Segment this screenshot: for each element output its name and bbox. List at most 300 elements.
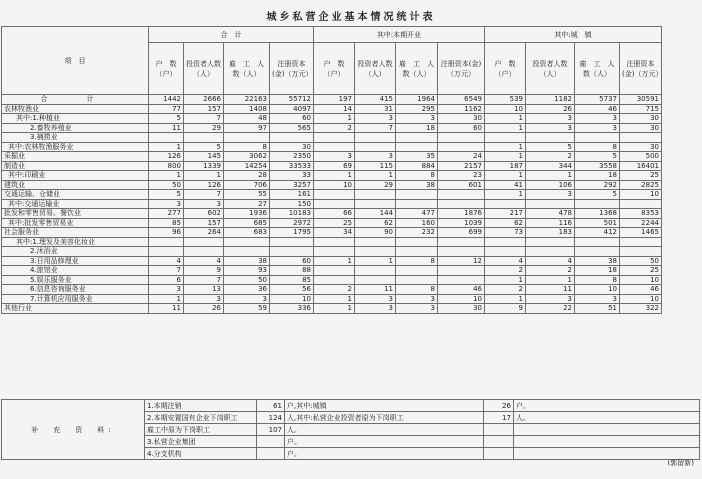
cell-value: 3 [526, 114, 575, 124]
cell-value: 126 [184, 180, 224, 190]
cell-value [149, 237, 184, 247]
cell-value: 4 [526, 256, 575, 266]
cell-value [314, 142, 355, 152]
cell-value: 33 [270, 171, 314, 181]
cell-value: 48 [224, 114, 270, 124]
cell-value [575, 199, 620, 209]
cell-value [438, 275, 485, 285]
row-label: 2.畜牧养殖业 [2, 123, 149, 133]
cell-value: 38 [396, 180, 438, 190]
cell-value: 23 [438, 171, 485, 181]
cell-value: 10 [575, 285, 620, 295]
table-row [2, 304, 662, 314]
header-col: 投资者人数（人） [526, 43, 575, 95]
cell-value: 30 [270, 142, 314, 152]
cell-value: 1 [485, 152, 526, 162]
cell-value [184, 247, 224, 257]
table-row [2, 285, 662, 295]
cell-value: 8 [396, 256, 438, 266]
cell-value: 6 [149, 275, 184, 285]
cell-value: 3 [224, 294, 270, 304]
cell-value: 96 [149, 228, 184, 238]
cell-value: 2666 [184, 95, 224, 105]
table-row [2, 247, 662, 257]
cell-value: 60 [270, 256, 314, 266]
cell-value [396, 266, 438, 276]
cell-value: 412 [575, 228, 620, 238]
cell-value: 55 [224, 190, 270, 200]
cell-value: 25 [314, 218, 355, 228]
row-label: 其中:印刷业 [2, 171, 149, 181]
cell-value: 3 [526, 123, 575, 133]
row-label: 5.娱乐服务业 [2, 275, 149, 285]
cell-value: 55712 [270, 95, 314, 105]
cell-value: 3 [575, 123, 620, 133]
supplement-row [2, 400, 700, 412]
cell-value [438, 199, 485, 209]
cell-value [575, 247, 620, 257]
cell-value [355, 275, 396, 285]
cell-value: 1 [485, 190, 526, 200]
header-col: 雇 工 人 数（人） [575, 43, 620, 95]
cell-value: 5737 [575, 95, 620, 105]
cell-value: 1 [355, 171, 396, 181]
row-label: 社会服务业 [2, 228, 149, 238]
cell-value: 197 [314, 95, 355, 105]
header-col: 注册资本(金)（万元） [438, 43, 485, 95]
cell-value [314, 275, 355, 285]
cell-value: 500 [620, 152, 662, 162]
header-col: 户 数（户） [314, 43, 355, 95]
supplement-text: 雇工中原为下岗职工 [145, 424, 257, 436]
cell-value: 26 [526, 104, 575, 114]
supplement-value2: 26 [484, 400, 514, 412]
table-row [2, 275, 662, 285]
cell-value: 800 [149, 161, 184, 171]
supplement-unit2 [514, 424, 700, 436]
cell-value [355, 266, 396, 276]
cell-value: 1 [314, 171, 355, 181]
cell-value: 27 [224, 199, 270, 209]
cell-value: 3 [355, 114, 396, 124]
cell-value [184, 237, 224, 247]
cell-value [355, 247, 396, 257]
cell-value: 2825 [620, 180, 662, 190]
header-group-new: 其中:本期开业 [314, 27, 485, 43]
supplement-text: 1.本期注销 [145, 400, 257, 412]
cell-value: 187 [485, 161, 526, 171]
cell-value: 11 [149, 304, 184, 314]
cell-value: 34 [314, 228, 355, 238]
table-row [2, 104, 662, 114]
supplement-text: 2.本期安置国有企业下岗职工 [145, 412, 257, 424]
supplement-table [1, 399, 700, 460]
cell-value: 18 [396, 123, 438, 133]
cell-value: 1 [314, 294, 355, 304]
cell-value: 706 [224, 180, 270, 190]
row-label: 其中:批发零售贸易业 [2, 218, 149, 228]
cell-value: 2 [485, 266, 526, 276]
cell-value [438, 247, 485, 257]
cell-value [314, 266, 355, 276]
cell-value: 25 [620, 171, 662, 181]
cell-value [620, 133, 662, 143]
cell-value: 28 [224, 171, 270, 181]
cell-value: 93 [224, 266, 270, 276]
header-col: 投资者人数（人） [184, 43, 224, 95]
header-col: 注册资本(金)（万元） [270, 43, 314, 95]
cell-value: 4 [485, 256, 526, 266]
cell-value [355, 142, 396, 152]
row-label: 建筑业 [2, 180, 149, 190]
cell-value [396, 275, 438, 285]
cell-value: 6549 [438, 95, 485, 105]
header-col: 雇 工 人 数（人） [396, 43, 438, 95]
cell-value: 59 [224, 304, 270, 314]
supplement-value2 [484, 436, 514, 448]
cell-value [396, 199, 438, 209]
cell-value: 36 [224, 285, 270, 295]
cell-value: 264 [184, 228, 224, 238]
cell-value: 2 [485, 285, 526, 295]
cell-value [224, 133, 270, 143]
cell-value: 1339 [184, 161, 224, 171]
cell-value: 1442 [149, 95, 184, 105]
cell-value: 30 [620, 114, 662, 124]
supplement-text: 4.分支机构 [145, 448, 257, 460]
cell-value [396, 142, 438, 152]
cell-value: 9 [184, 266, 224, 276]
header-col: 户 数（户） [485, 43, 526, 95]
cell-value: 2 [526, 152, 575, 162]
row-label: 其中:交通运输业 [2, 199, 149, 209]
cell-value: 2972 [270, 218, 314, 228]
cell-value: 10 [620, 275, 662, 285]
row-label: 3.日用品修理业 [2, 256, 149, 266]
cell-value: 30 [438, 304, 485, 314]
cell-value [314, 133, 355, 143]
cell-value: 1368 [575, 209, 620, 219]
row-label: 4.旅馆业 [2, 266, 149, 276]
cell-value [485, 247, 526, 257]
cell-value [270, 133, 314, 143]
cell-value: 62 [355, 218, 396, 228]
cell-value: 10 [438, 294, 485, 304]
supplement-value2 [484, 448, 514, 460]
cell-value: 3 [526, 190, 575, 200]
table-row [2, 199, 662, 209]
cell-value [526, 133, 575, 143]
table-row [2, 123, 662, 133]
cell-value [314, 237, 355, 247]
cell-value: 715 [620, 104, 662, 114]
cell-value: 685 [224, 218, 270, 228]
cell-value: 3 [575, 114, 620, 124]
cell-value: 322 [620, 304, 662, 314]
cell-value: 1 [485, 142, 526, 152]
supplement-unit2: 户。 [514, 400, 700, 412]
cell-value: 295 [396, 104, 438, 114]
cell-value: 292 [575, 180, 620, 190]
cell-value: 602 [184, 209, 224, 219]
page-title: 城乡私营企业基本情况统计表 [266, 12, 436, 23]
cell-value: 1162 [438, 104, 485, 114]
cell-value: 18 [575, 171, 620, 181]
cell-value: 4 [149, 256, 184, 266]
cell-value: 41 [485, 180, 526, 190]
cell-value [575, 133, 620, 143]
cell-value: 8 [396, 171, 438, 181]
cell-value: 50 [224, 275, 270, 285]
supplement-unit: 户,其中:城镇 [285, 400, 484, 412]
cell-value: 30591 [620, 95, 662, 105]
cell-value: 46 [575, 104, 620, 114]
cell-value [355, 190, 396, 200]
supplement-unit: 户。 [285, 436, 484, 448]
cell-value: 1 [184, 171, 224, 181]
cell-value: 7 [184, 114, 224, 124]
cell-value: 2 [314, 285, 355, 295]
table-row [2, 95, 662, 105]
author-credit: (郭留新) [667, 459, 694, 467]
cell-value: 46 [438, 285, 485, 295]
cell-value: 10 [620, 190, 662, 200]
supplement-value: 61 [257, 400, 285, 412]
cell-value: 1876 [438, 209, 485, 219]
cell-value: 5 [575, 190, 620, 200]
cell-value: 85 [149, 218, 184, 228]
row-label: 其中:1.种植业 [2, 114, 149, 124]
cell-value: 3 [575, 294, 620, 304]
table-row [2, 218, 662, 228]
cell-value: 4 [184, 256, 224, 266]
cell-value [438, 190, 485, 200]
cell-value: 150 [270, 199, 314, 209]
cell-value: 3062 [224, 152, 270, 162]
cell-value: 477 [396, 209, 438, 219]
cell-value: 115 [355, 161, 396, 171]
cell-value: 3 [149, 285, 184, 295]
supplement-value: 124 [257, 412, 285, 424]
cell-value: 8 [575, 142, 620, 152]
cell-value: 3 [396, 114, 438, 124]
cell-value [224, 247, 270, 257]
cell-value: 1964 [396, 95, 438, 105]
cell-value: 88 [270, 266, 314, 276]
cell-value [575, 237, 620, 247]
cell-value: 7 [149, 266, 184, 276]
cell-value: 217 [485, 209, 526, 219]
cell-value: 26 [184, 304, 224, 314]
row-label: 其中:1.理发及美容化妆业 [2, 237, 149, 247]
cell-value [184, 133, 224, 143]
cell-value: 10 [485, 104, 526, 114]
cell-value: 66 [314, 209, 355, 219]
cell-value: 699 [438, 228, 485, 238]
cell-value [438, 142, 485, 152]
cell-value: 10183 [270, 209, 314, 219]
cell-value: 2157 [438, 161, 485, 171]
cell-value [438, 133, 485, 143]
row-label: 农林牧渔业 [2, 104, 149, 114]
cell-value: 97 [224, 123, 270, 133]
cell-value [526, 247, 575, 257]
row-label: 2.沐浴业 [2, 247, 149, 257]
row-label: 交通运输、仓储业 [2, 190, 149, 200]
cell-value: 3 [149, 199, 184, 209]
cell-value [270, 237, 314, 247]
cell-value [620, 247, 662, 257]
cell-value: 157 [184, 218, 224, 228]
cell-value: 183 [526, 228, 575, 238]
supplement-value: 107 [257, 424, 285, 436]
cell-value: 3 [184, 199, 224, 209]
cell-value: 3 [396, 294, 438, 304]
cell-value: 14 [314, 104, 355, 114]
cell-value: 3558 [575, 161, 620, 171]
supplement-unit: 人,其中:私营企业投资者原为下岗职工 [285, 412, 484, 424]
cell-value: 5 [575, 152, 620, 162]
cell-value: 1 [485, 114, 526, 124]
header-item: 项 目 [2, 27, 149, 95]
cell-value: 51 [575, 304, 620, 314]
cell-value: 77 [149, 104, 184, 114]
cell-value: 1 [485, 123, 526, 133]
table-row [2, 228, 662, 238]
cell-value: 3 [355, 304, 396, 314]
cell-value: 3 [396, 304, 438, 314]
cell-value [396, 133, 438, 143]
cell-value: 4097 [270, 104, 314, 114]
cell-value: 11 [355, 285, 396, 295]
cell-value: 5 [526, 142, 575, 152]
cell-value: 7 [355, 123, 396, 133]
cell-value: 1 [355, 256, 396, 266]
cell-value: 50 [149, 180, 184, 190]
cell-value: 31 [355, 104, 396, 114]
header-col: 雇 工 人 数（人） [224, 43, 270, 95]
supplement-unit2: 人。 [514, 412, 700, 424]
table-row [2, 142, 662, 152]
cell-value: 1 [314, 256, 355, 266]
row-label: 批发和零售贸易、餐饮业 [2, 209, 149, 219]
cell-value: 5 [149, 114, 184, 124]
cell-value: 1795 [270, 228, 314, 238]
cell-value: 90 [355, 228, 396, 238]
cell-value: 1 [314, 304, 355, 314]
cell-value [396, 237, 438, 247]
cell-value [396, 190, 438, 200]
cell-value: 116 [526, 218, 575, 228]
cell-value: 2350 [270, 152, 314, 162]
cell-value: 1039 [438, 218, 485, 228]
cell-value: 1 [485, 171, 526, 181]
row-label: 采掘业 [2, 152, 149, 162]
cell-value: 683 [224, 228, 270, 238]
cell-value: 106 [526, 180, 575, 190]
cell-value: 3 [355, 294, 396, 304]
supplement-label: 补 充 资 料: [2, 400, 145, 460]
row-label: 其他行业 [2, 304, 149, 314]
supplement-value [257, 448, 285, 460]
row-label: 合 计 [2, 95, 149, 105]
cell-value [620, 237, 662, 247]
cell-value: 415 [355, 95, 396, 105]
supplement-value [257, 436, 285, 448]
cell-value: 60 [270, 114, 314, 124]
row-label: 其中:农林牧渔服务业 [2, 142, 149, 152]
cell-value [526, 199, 575, 209]
cell-value: 60 [438, 123, 485, 133]
cell-value: 161 [270, 190, 314, 200]
header-col: 注册资本(金)（万元） [620, 43, 662, 95]
header-group-total: 合 计 [149, 27, 314, 43]
cell-value: 344 [526, 161, 575, 171]
cell-value: 62 [485, 218, 526, 228]
table-row [2, 180, 662, 190]
cell-value [438, 266, 485, 276]
cell-value: 157 [184, 104, 224, 114]
cell-value: 3 [355, 152, 396, 162]
statistics-table [1, 26, 662, 314]
cell-value [224, 237, 270, 247]
cell-value [355, 199, 396, 209]
cell-value: 10 [620, 294, 662, 304]
table-row [2, 114, 662, 124]
cell-value: 1 [314, 114, 355, 124]
cell-value: 145 [184, 152, 224, 162]
cell-value: 13 [184, 285, 224, 295]
table-row [2, 133, 662, 143]
table-body [2, 95, 662, 314]
cell-value [620, 199, 662, 209]
cell-value: 336 [270, 304, 314, 314]
cell-value [485, 199, 526, 209]
cell-value: 884 [396, 161, 438, 171]
cell-value: 30 [620, 142, 662, 152]
cell-value: 8 [224, 142, 270, 152]
cell-value [485, 237, 526, 247]
cell-value: 601 [438, 180, 485, 190]
cell-value [355, 133, 396, 143]
cell-value: 160 [396, 218, 438, 228]
cell-value: 1 [485, 275, 526, 285]
cell-value: 38 [224, 256, 270, 266]
cell-value: 50 [620, 256, 662, 266]
cell-value: 1 [526, 171, 575, 181]
header-col: 户 数（户） [149, 43, 184, 95]
cell-value: 565 [270, 123, 314, 133]
cell-value: 478 [526, 209, 575, 219]
cell-value: 126 [149, 152, 184, 162]
cell-value: 24 [438, 152, 485, 162]
cell-value: 69 [314, 161, 355, 171]
cell-value: 73 [485, 228, 526, 238]
cell-value: 12 [438, 256, 485, 266]
cell-value: 2 [314, 123, 355, 133]
cell-value: 38 [575, 256, 620, 266]
row-label: 制造业 [2, 161, 149, 171]
header-col: 投资者人数（人） [355, 43, 396, 95]
row-label: 7.计算机应用服务业 [2, 294, 149, 304]
cell-value: 1 [149, 171, 184, 181]
supplement-unit2 [514, 436, 700, 448]
cell-value: 22 [526, 304, 575, 314]
cell-value: 7 [184, 275, 224, 285]
cell-value: 8 [575, 275, 620, 285]
cell-value: 8 [396, 285, 438, 295]
cell-value [270, 247, 314, 257]
